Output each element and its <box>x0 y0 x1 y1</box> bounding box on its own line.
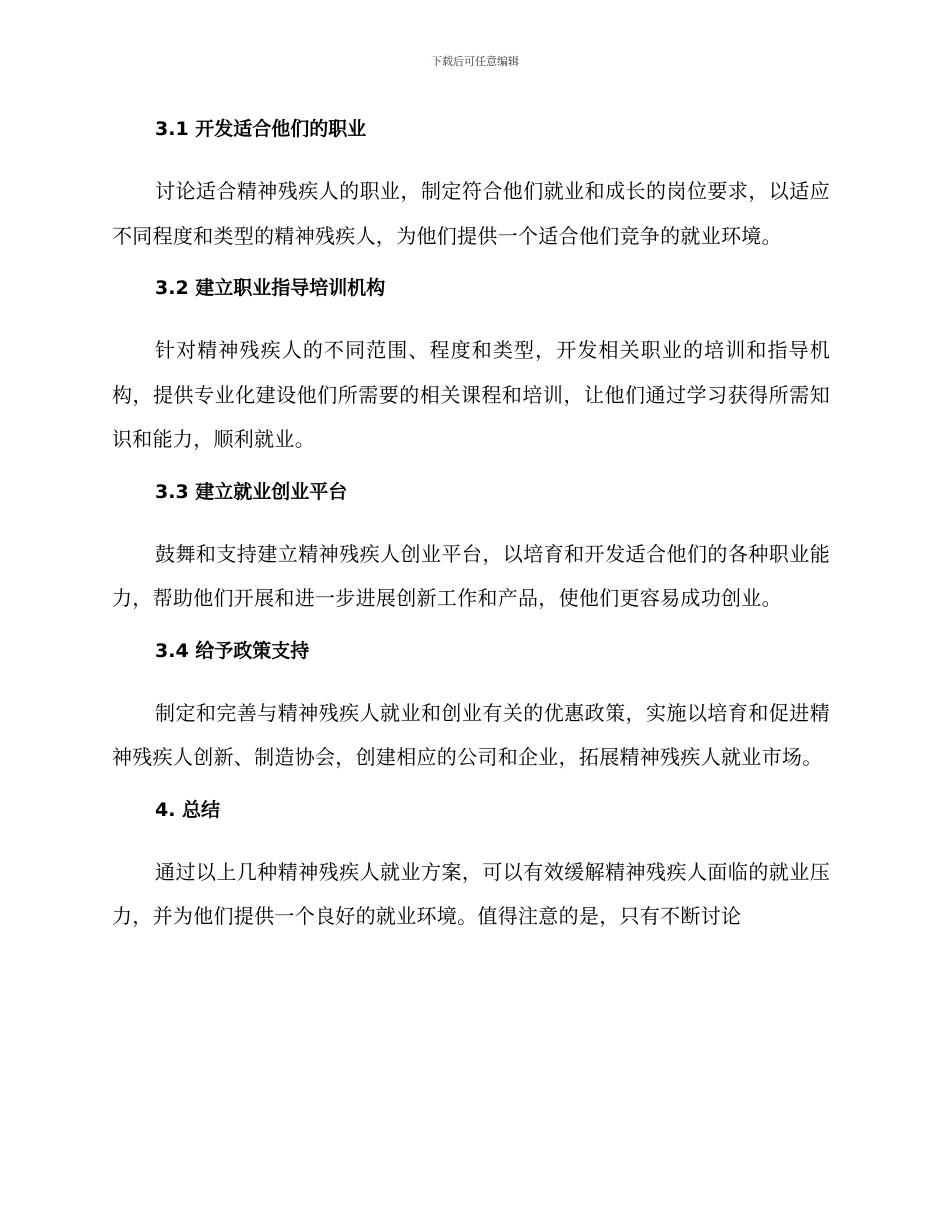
section-3-1 <box>112 112 830 258</box>
section-heading: 3.2 建立职业指导培训机构 <box>155 277 386 299</box>
section-4 <box>112 793 830 939</box>
section-heading: 3.3 建立就业创业平台 <box>155 480 348 503</box>
section-paragraph: 鼓舞和支持建立精神残疾人创业平台，以培育和开发适合他们的各种职业能力，帮助他们开展和进一步进展创新工作和产品，使他们更容易成功创业。 <box>112 541 830 610</box>
section-heading: 3.1 开发适合他们的职业 <box>155 118 367 140</box>
section-3-3 <box>112 475 830 621</box>
section-heading: 3.4 给予政策支持 <box>155 639 310 662</box>
section-paragraph: 讨论适合精神残疾人的职业，制定符合他们就业和成长的岗位要求，以适应不同程度和类型的精神残疾人，为他们提供一个适合他们竞争的就业环境。 <box>112 179 830 248</box>
section-3-4 <box>112 634 830 780</box>
page-header: 下载后可任意编辑 <box>431 55 519 68</box>
section-paragraph: 通过以上几种精神残疾人就业方案，可以有效缓解精神残疾人面临的就业压力，并为他们提供一个良好的就业环境。值得注意的是，只有不断讨论 <box>112 859 830 928</box>
section-3-2 <box>112 271 830 462</box>
document-body <box>112 112 830 952</box>
section-paragraph: 制定和完善与精神残疾人就业和创业有关的优惠政策，实施以培育和促进精神残疾人创新、制造协会，创建相应的公司和企业，拓展精神残疾人就业市场。 <box>112 700 830 769</box>
section-paragraph: 针对精神残疾人的不同范围、程度和类型，开发相关职业的培训和指导机构，提供专业化建设他们所需要的相关课程和培训，让他们通过学习获得所需知识和能力，顺利就业。 <box>112 338 830 451</box>
section-heading: 4. 总结 <box>155 798 221 821</box>
